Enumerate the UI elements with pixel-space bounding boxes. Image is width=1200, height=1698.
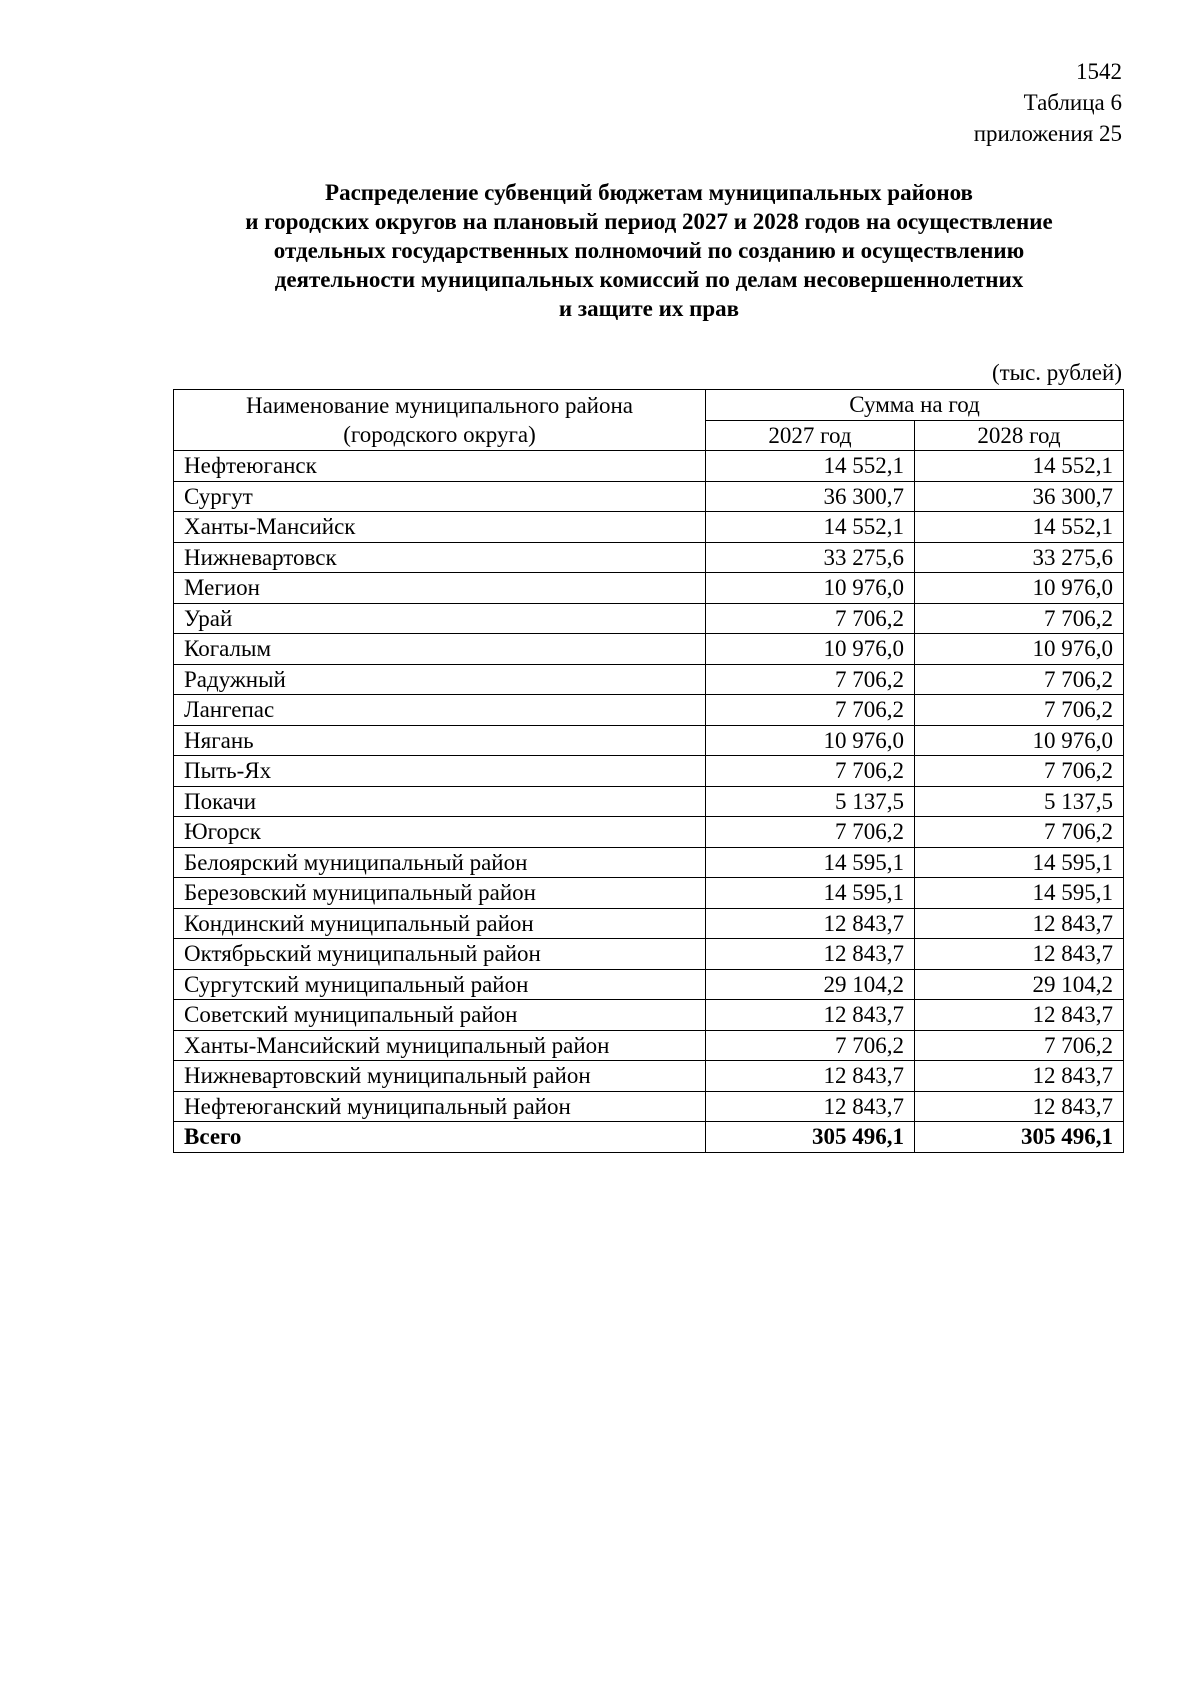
cell-2028: 36 300,7 <box>915 481 1124 512</box>
cell-2028: 12 843,7 <box>915 1091 1124 1122</box>
table-row <box>174 939 1124 970</box>
cell-2027: 29 104,2 <box>706 969 915 1000</box>
cell-2027: 12 843,7 <box>706 1061 915 1092</box>
cell-municipality: Мегион <box>174 573 706 604</box>
cell-2027: 12 843,7 <box>706 1000 915 1031</box>
cell-2028: 7 706,2 <box>915 756 1124 787</box>
cell-2028: 14 595,1 <box>915 878 1124 909</box>
cell-2027: 14 552,1 <box>706 451 915 482</box>
title-line: и защите их прав <box>558 296 740 321</box>
column-header-sum: Сумма на год <box>706 390 1124 421</box>
cell-2028: 10 976,0 <box>915 725 1124 756</box>
document-header <box>974 56 1122 149</box>
cell-municipality: Советский муниципальный район <box>174 1000 706 1031</box>
table-row <box>174 756 1124 787</box>
cell-2027: 14 552,1 <box>706 512 915 543</box>
cell-2028: 7 706,2 <box>915 695 1124 726</box>
cell-2028: 14 552,1 <box>915 451 1124 482</box>
table-row <box>174 1091 1124 1122</box>
cell-2027: 12 843,7 <box>706 939 915 970</box>
cell-total-2027: 305 496,1 <box>706 1122 915 1153</box>
cell-2027: 7 706,2 <box>706 664 915 695</box>
cell-2028: 12 843,7 <box>915 1000 1124 1031</box>
table-row <box>174 1030 1124 1061</box>
cell-municipality: Урай <box>174 603 706 634</box>
cell-2027: 7 706,2 <box>706 817 915 848</box>
title-line: и городских округов на плановый период 2027 и 2028 годов на осуществление <box>245 209 1053 234</box>
cell-municipality: Радужный <box>174 664 706 695</box>
cell-municipality: Октябрьский муниципальный район <box>174 939 706 970</box>
cell-total-2028: 305 496,1 <box>915 1122 1124 1153</box>
cell-municipality: Лангепас <box>174 695 706 726</box>
table-body <box>174 451 1124 1153</box>
cell-2028: 7 706,2 <box>915 664 1124 695</box>
cell-total-label: Всего <box>174 1122 706 1153</box>
cell-municipality: Ханты-Мансийский муниципальный район <box>174 1030 706 1061</box>
cell-2028: 29 104,2 <box>915 969 1124 1000</box>
cell-2027: 7 706,2 <box>706 756 915 787</box>
table-row <box>174 512 1124 543</box>
title-line: отдельных государственных полномочий по созданию и осуществлению <box>273 238 1025 263</box>
table-row <box>174 878 1124 909</box>
cell-2028: 12 843,7 <box>915 939 1124 970</box>
cell-2027: 7 706,2 <box>706 695 915 726</box>
cell-2028: 7 706,2 <box>915 603 1124 634</box>
page-number: 1542 <box>1076 59 1122 84</box>
cell-2028: 12 843,7 <box>915 908 1124 939</box>
table-row <box>174 481 1124 512</box>
cell-2028: 5 137,5 <box>915 786 1124 817</box>
table-row <box>174 1000 1124 1031</box>
cell-2028: 7 706,2 <box>915 817 1124 848</box>
appendix-reference: приложения 25 <box>973 121 1122 146</box>
cell-2027: 12 843,7 <box>706 908 915 939</box>
cell-municipality: Сургут <box>174 481 706 512</box>
table-row <box>174 664 1124 695</box>
table-row <box>174 817 1124 848</box>
table-row <box>174 634 1124 665</box>
cell-2028: 14 595,1 <box>915 847 1124 878</box>
column-header-2028: 2028 год <box>915 420 1124 451</box>
cell-municipality: Когалым <box>174 634 706 665</box>
column-header-name-line1: Наименование муниципального района <box>246 393 633 418</box>
title-line: деятельности муниципальных комиссий по делам несовершеннолетних <box>274 267 1024 292</box>
cell-municipality: Пыть-Ях <box>174 756 706 787</box>
cell-2027: 10 976,0 <box>706 634 915 665</box>
cell-municipality: Югорск <box>174 817 706 848</box>
cell-2028: 14 552,1 <box>915 512 1124 543</box>
table-row <box>174 451 1124 482</box>
table-row <box>174 695 1124 726</box>
cell-municipality: Нижневартовский муниципальный район <box>174 1061 706 1092</box>
column-header-name <box>174 390 706 451</box>
table-row <box>174 786 1124 817</box>
cell-2028: 10 976,0 <box>915 573 1124 604</box>
cell-2027: 7 706,2 <box>706 1030 915 1061</box>
units-label: (тыс. рублей) <box>991 360 1122 385</box>
cell-2027: 10 976,0 <box>706 725 915 756</box>
cell-2027: 12 843,7 <box>706 1091 915 1122</box>
document-title <box>120 178 1178 323</box>
table-row <box>174 542 1124 573</box>
cell-municipality: Нижневартовск <box>174 542 706 573</box>
table-row <box>174 847 1124 878</box>
cell-2028: 10 976,0 <box>915 634 1124 665</box>
cell-2027: 14 595,1 <box>706 847 915 878</box>
cell-2028: 12 843,7 <box>915 1061 1124 1092</box>
cell-2028: 33 275,6 <box>915 542 1124 573</box>
cell-2027: 10 976,0 <box>706 573 915 604</box>
cell-municipality: Нягань <box>174 725 706 756</box>
subsidy-table <box>173 389 1124 1153</box>
cell-municipality: Березовский муниципальный район <box>174 878 706 909</box>
cell-municipality: Кондинский муниципальный район <box>174 908 706 939</box>
cell-2027: 33 275,6 <box>706 542 915 573</box>
cell-2027: 7 706,2 <box>706 603 915 634</box>
cell-municipality: Покачи <box>174 786 706 817</box>
title-line: Распределение субвенций бюджетам муниципальных районов <box>325 180 973 205</box>
cell-municipality: Белоярский муниципальный район <box>174 847 706 878</box>
table-row <box>174 969 1124 1000</box>
column-header-2027: 2027 год <box>706 420 915 451</box>
cell-2027: 5 137,5 <box>706 786 915 817</box>
table-reference: Таблица 6 <box>1023 90 1122 115</box>
cell-2028: 7 706,2 <box>915 1030 1124 1061</box>
table-row <box>174 725 1124 756</box>
column-header-name-line2: (городского округа) <box>343 422 536 447</box>
cell-municipality: Ханты-Мансийск <box>174 512 706 543</box>
cell-municipality: Сургутский муниципальный район <box>174 969 706 1000</box>
cell-municipality: Нефтеюганский муниципальный район <box>174 1091 706 1122</box>
table-row <box>174 908 1124 939</box>
table-row <box>174 1061 1124 1092</box>
table-row <box>174 603 1124 634</box>
table-row <box>174 573 1124 604</box>
cell-2027: 14 595,1 <box>706 878 915 909</box>
cell-2027: 36 300,7 <box>706 481 915 512</box>
cell-municipality: Нефтеюганск <box>174 451 706 482</box>
table-header-row <box>174 390 1124 421</box>
table-total-row <box>174 1122 1124 1153</box>
